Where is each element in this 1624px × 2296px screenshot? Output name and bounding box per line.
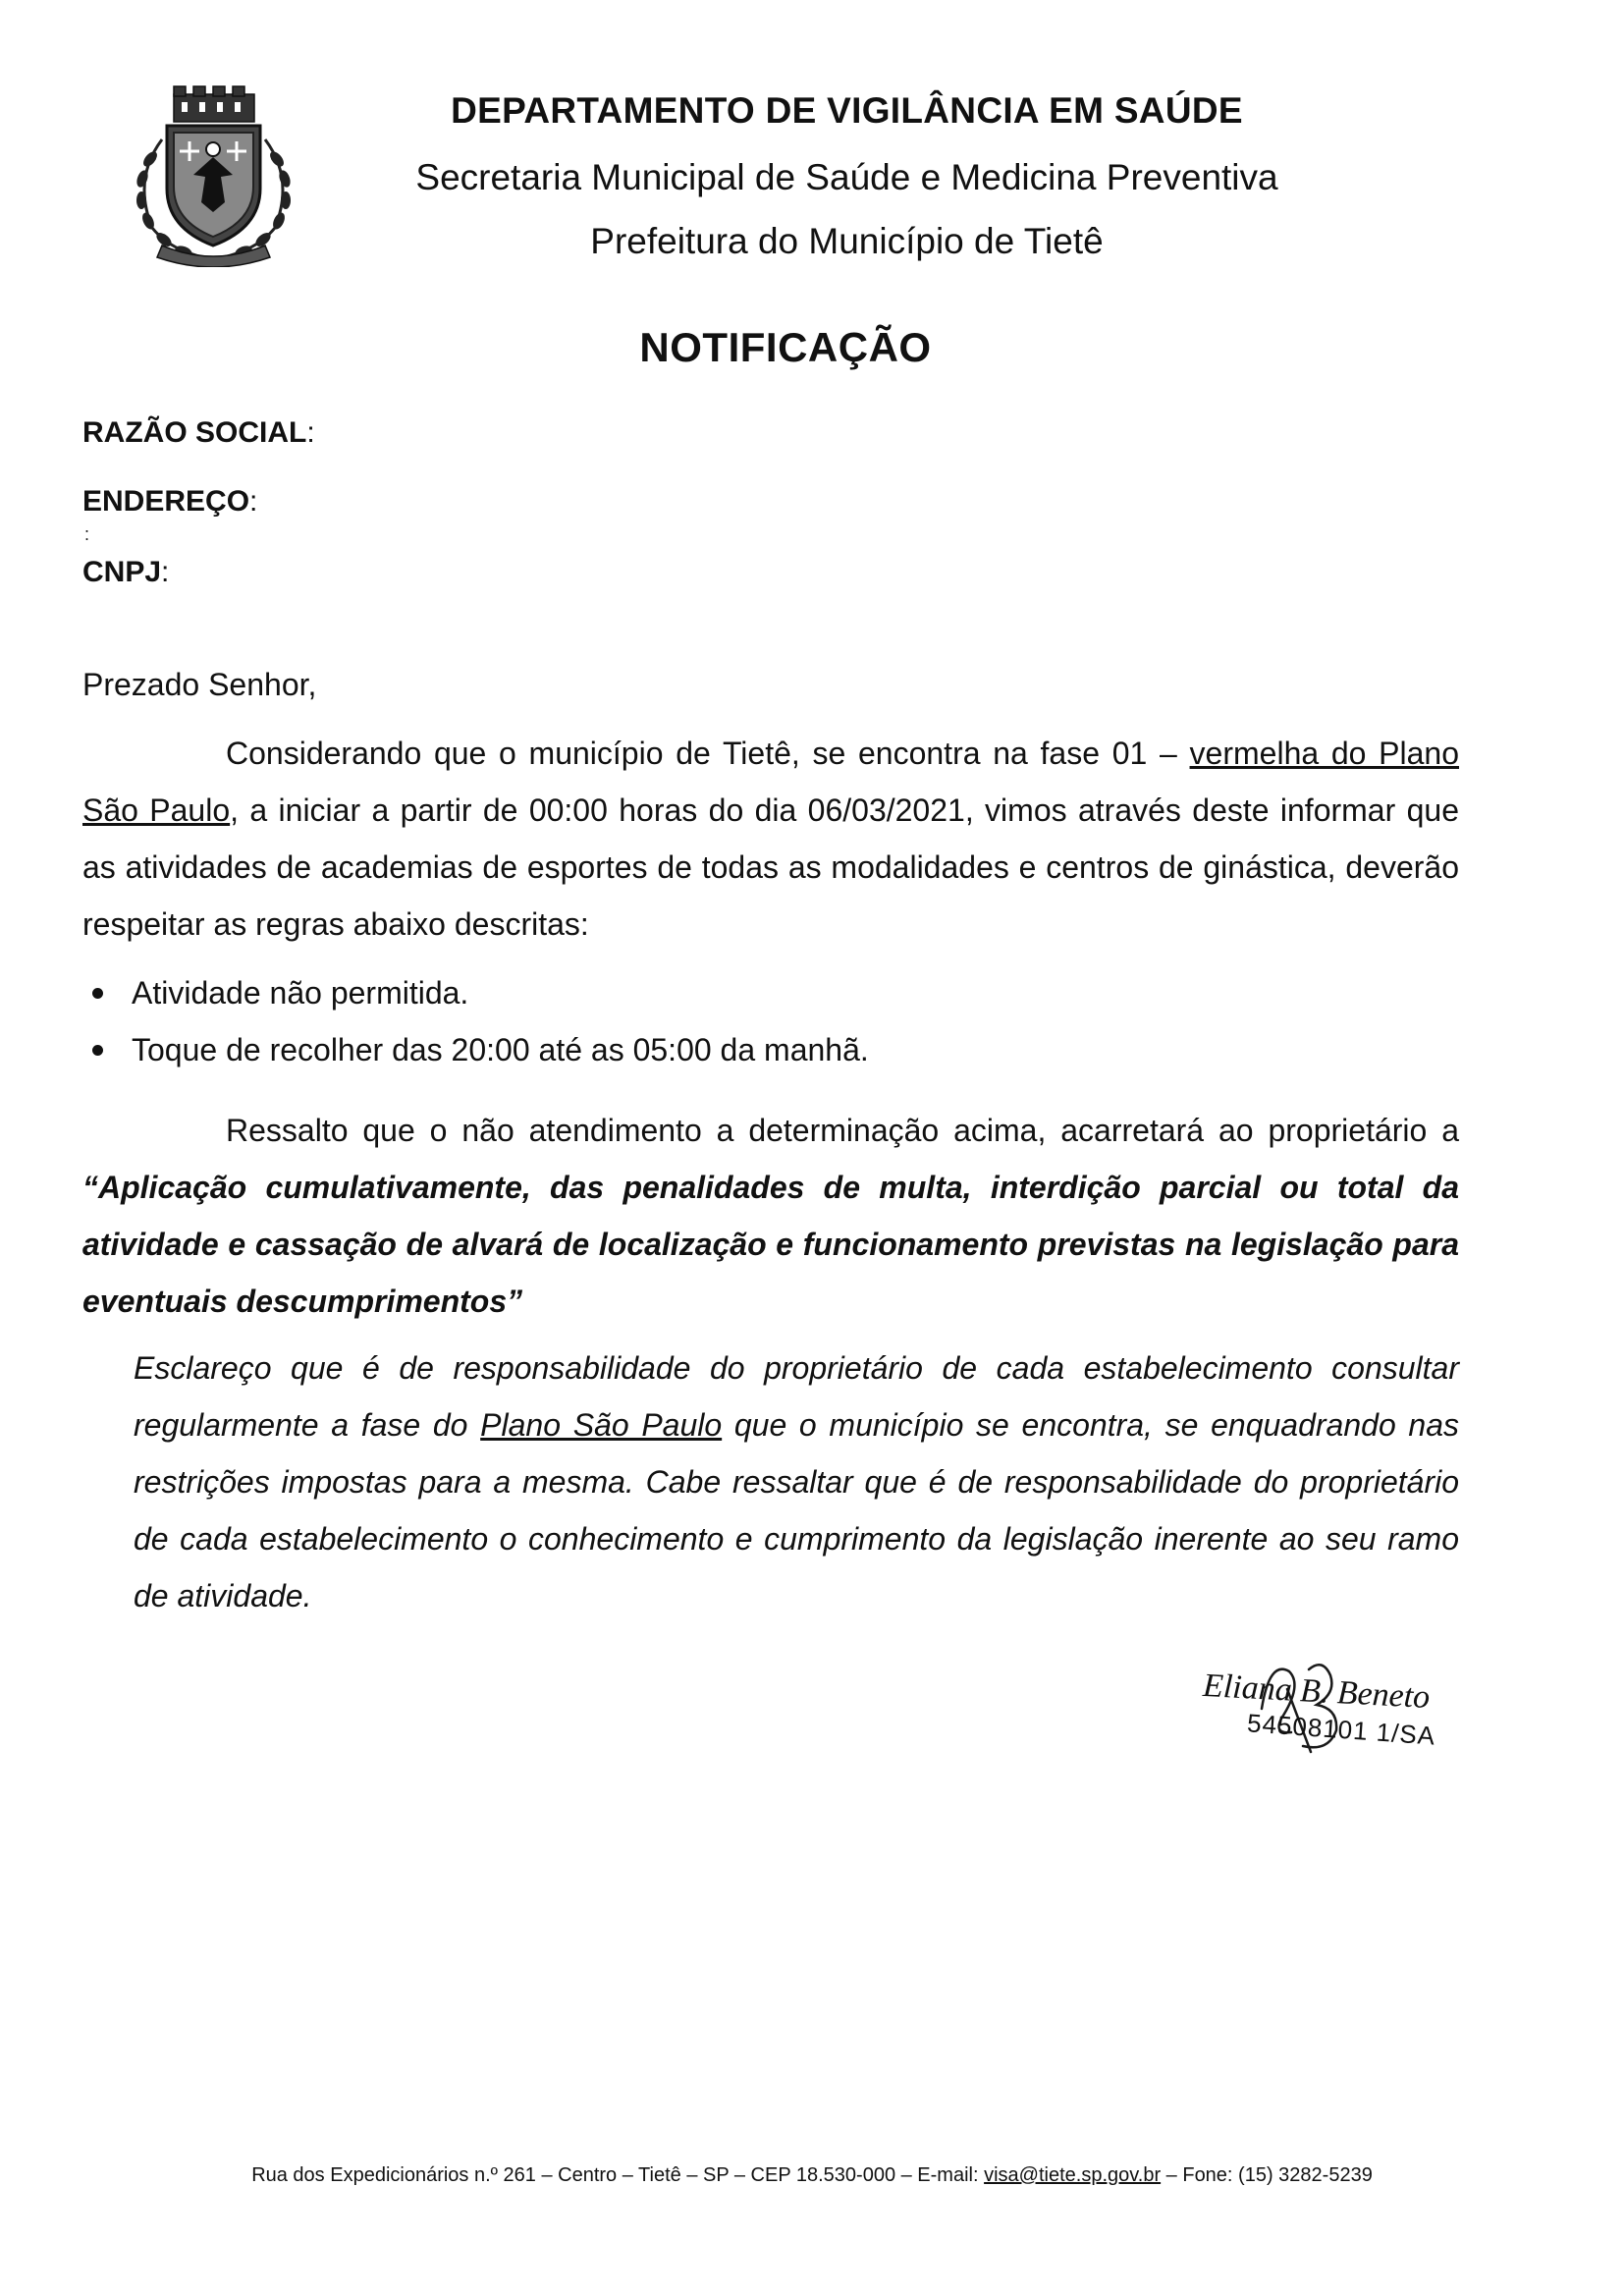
paragraph-text: Considerando que o município de Tietê, se encontra na fase 01 – xyxy=(226,736,1190,771)
field-separator: : xyxy=(306,416,315,449)
field-label: ENDEREÇO xyxy=(82,485,250,518)
footer-phone: – Fone: (15) 3282-5239 xyxy=(1161,2164,1373,2186)
signature-name: Eliana B. Beneto xyxy=(1202,1667,1432,1717)
plan-reference: Plano São Paulo xyxy=(480,1407,723,1443)
field-separator: : xyxy=(84,524,90,544)
paragraph-responsibility xyxy=(134,1339,1459,1624)
plan-reference: vermelha do Plano São Paulo xyxy=(82,736,1460,828)
paragraph-text: Esclareço que é de responsabilidade do proprietário de cada estabelecimento consultar regularmente a fase do xyxy=(134,1350,1459,1443)
rules-list xyxy=(82,964,1459,1078)
document-title: NOTIFICAÇÃO xyxy=(639,324,932,370)
bullet-icon xyxy=(92,988,103,999)
footer-contact xyxy=(0,2164,1624,2187)
department-name: DEPARTAMENTO DE VIGILÂNCIA EM SAÚDE xyxy=(451,90,1243,131)
signature-stamp xyxy=(1193,1650,1478,1782)
field-endereco xyxy=(82,485,257,519)
footer-address: Rua dos Expedicionários n.º 261 – Centro – Tietê – SP – CEP 18.530-000 – E-mail: xyxy=(251,2164,985,2186)
rule-text: Atividade não permitida. xyxy=(132,975,469,1011)
paragraph-text: Ressalto que o não atendimento a determinação acima, acarretará ao proprietário a xyxy=(226,1113,1459,1148)
municipal-coat-of-arms-icon xyxy=(123,81,304,267)
bullet-icon xyxy=(92,1045,103,1056)
field-label: CNPJ xyxy=(82,556,162,588)
rule-text: Toque de recolher das 20:00 até as 05:00 da manhã. xyxy=(132,1032,869,1067)
secretariat-name: Secretaria Municipal de Saúde e Medicina Preventiva xyxy=(415,157,1278,197)
field-separator: : xyxy=(161,556,170,588)
paragraph-text: , a iniciar a partir de 00:00 horas do dia 06/03/2021, vimos através deste informar que as atividades de academias de esportes de todas as modalidades e centros de ginástica, deverão respeitar as regras abaixo descritas: xyxy=(82,793,1460,942)
footer-email-link[interactable]: visa@tiete.sp.gov.br xyxy=(984,2164,1162,2186)
list-item xyxy=(82,1021,1459,1078)
list-item xyxy=(82,964,1459,1021)
field-razao-social xyxy=(82,416,315,450)
signature-registration: 54508101 1/SA xyxy=(1246,1708,1437,1751)
salutation: Prezado Senhor, xyxy=(82,667,317,702)
field-separator: : xyxy=(249,485,258,518)
paragraph-text: que o município se encontra, se enquadrando nas restrições impostas para a mesma. Cabe ressaltar que é de responsabilidade do proprietário de cada estabelecimento o conhecimento e cumprimento da legislação inerente ao seu ramo de atividade. xyxy=(134,1407,1460,1613)
prefecture-name: Prefeitura do Município de Tietê xyxy=(590,221,1104,261)
penalties-quote: “Aplicação cumulativamente, das penalidades de multa, interdição parcial ou total da atividade e cassação de alvará de localização e funcionamento previstas na legislação para eventuais descumprimentos” xyxy=(82,1170,1459,1319)
field-cnpj xyxy=(82,556,169,589)
paragraph-phase-notice xyxy=(82,725,1459,953)
paragraph-penalties xyxy=(82,1102,1459,1330)
field-label: RAZÃO SOCIAL xyxy=(82,416,307,449)
